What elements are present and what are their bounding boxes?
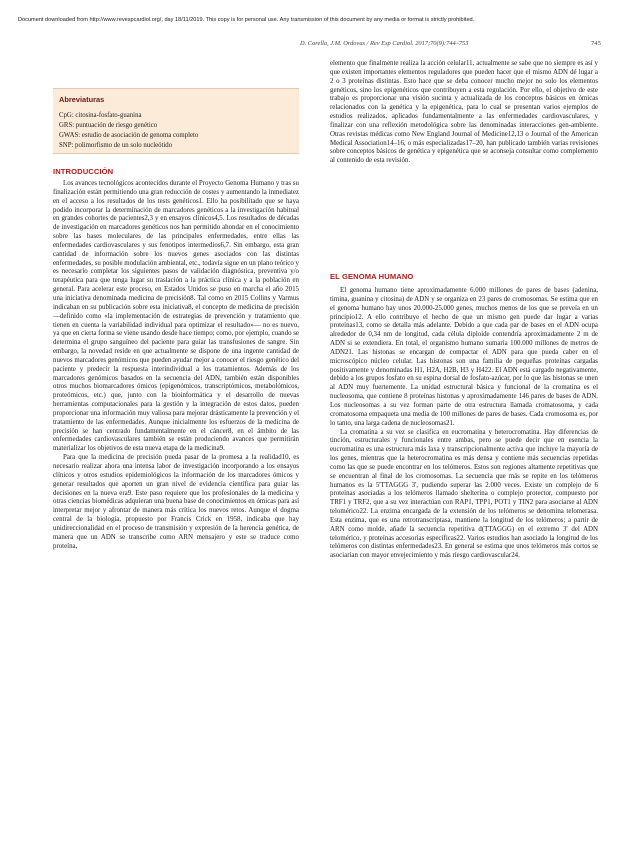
abbreviations-box — [53, 88, 299, 154]
intro-paragraph: Para que la medicina de precisión pueda pasar de la promesa a la realidad10, es necesario realizar ahora una intensa labor de investigación incorporando a los ensayos clínicos y otros estudios epidemiológicos la información de los marcadores ómicos y generar resultados que aporten un gran nivel de evidencia científica para guiar las decisiones en la nueva era9. Este paso requiere que los profesionales de la medicina y otras ciencias biomédicas adquieran una buena base de conocimientos en ómicas para así interpretar mejor y afrontar de manera más crítica los nuevos retos. Aunque el dogma central de la biología, propuesto por Francis Crick en 1958, indicaba que hay unidireccionalidad en el proceso de transmisión y expresión de la herencia genética, de manera que un ADN se transcribe como ARN mensajero y este se traduce como proteína, — [53, 454, 299, 550]
intro-paragraph: Los avances tecnológicos acontecidos durante el Proyecto Genoma Humano y tras su finalización están permitiendo una gran reducción de costes y aumentando la inmediatez en el acceso a los resultados de los tests genéticos1. Ello ha posibilitado que se haya podido incorporar la determinación de marcadores genéticos a la investigación habitual en grandes cohortes de pacientes2,3 y en ensayos clínicos4,5. Los resultados de décadas de investigación en marcadores genéticos nos han permitido ahondar en el conocimiento sobre las bases moleculares de las principales enfermedades, entre ellas las enfermedades cardiovasculares y sus fenotipos intermedios6,7. Sin embargo, esta gran cantidad de información sobre los nuevos genes asociados con las distintas enfermedades, su posible modulación ambiental, etc., todavía sigue en un plano teórico y es necesario completar los siguientes pasos de validación diagnóstica, preventiva y/o terapéutica para que tenga lugar su traslación a la práctica clínica y a la población en general. Para acelerar este proceso, en Estados Unidos se puso en marcha el año 2015 una iniciativa denominada medicina de precisión8. Tal como en 2015 Collins y Varmus indicaban en su publicación sobre esta iniciativa8, el concepto de medicina de precisión —definido como «la implementación de estrategias de prevención y tratamiento que tienen en cuenta la variabilidad individual para optimizar el resultado»— no es nuevo, ya que en cierta forma se viene usando desde hace tiempo; como, por ejemplo, cuando se determina el grupo sanguíneo del paciente para guiar las transfusiones de sangre. Sin embargo, la novedad reside en que actualmente se dispone de una ingente cantidad de nuevos marcadores genómicos que pueden ayudar mejor a conocer el riesgo genético del paciente y predecir la respuesta interindividual a los tratamientos. Además de los marcadores genómicos basados en la secuencia del ADN, también están disponibles otros muchos biomarcadores ómicos (epigenómicos, transcriptómicos, metabolómicos, proteómicos, etc.) que, junto con la bioinformática y el desarrollo de nuevas herramientas computacionales para la gestión y la integración de estos datos, pueden proporcionar una información muy valiosa para mejorar drásticamente la prevención y el tratamiento de las enfermedades. Aunque inicialmente los esfuerzos de la medicina de precisión se han centrado fundamentalmente en el cáncer8, en el ámbito de las enfermedades cardiovasculares también se están produciendo avances que permitirán materializar los objetivos de esta nueva etapa de la medicina9. — [53, 180, 299, 453]
intro-text — [53, 180, 299, 551]
continuation-paragraph: elemento que finalmente realiza la acción celular11, actualmente se sabe que no siempre es así y que existen importantes elementos reguladores que pueden hacer que el mismo ADN dé lugar a 2 o 3 proteínas distintas. Esto hace que se deba conocer mucho mejor no solo los elementos genéticos, sino los epigenéticos que contribuyen a esta regulación. Por ello, el objetivo de este trabajo es proporcionar una visión sucinta y actualizada de los conceptos básicos en ómicas relacionados con la genética y la epigenética, para lo cual se presentan varios ejemplos de estudios realizados, aplicados fundamentalmente a las enfermedades cardiovasculares, y finalizar con una reflexión metodológica sobre las denominadas interacciones gen-ambiente. Otras revistas médicas como New England Journal of Medicine12,13 o Journal of the American Medical Association14–16, o más especializadas17–20, han publicado también varias revisiones sobre conceptos básicos de genética y epigenética que se aconseja consultar como complemento al contenido de esta revisión. — [330, 60, 598, 165]
abbreviation-item: GWAS: estudio de asociación de genoma completo — [59, 132, 199, 140]
page-number: 745 — [591, 40, 601, 47]
genome-heading: EL GENOMA HUMANO — [330, 272, 414, 281]
running-head: D. Corella, J.M. Ordovas / Rev Esp Cardiol. 2017;70(9):744–753 — [300, 40, 469, 47]
download-notice: Document downloaded from http://www.revespcardiol.org/, day 18/11/2019. This copy is for personal use. Any transmission of this document by any media or format is strictly prohibited. — [18, 17, 475, 23]
right-column-continuation — [330, 60, 598, 166]
genome-paragraph: La cromatina a su vez se clasifica en eucromatina y heterocromatina. Hay diferencias de tinción, estructurales y funcionales entre ambas, pero se puede decir que en esencia la eucromatina es una estructura más laxa y transcripcionalmente activa que incluye la mayoría de los genes, mientras que la heterocromatina es más densa y contiene más secuencias repetidas como las que se puede encontrar en los telómeros. Estos son regiones altamente repetitivas que se encuentran al final de los cromosomas. La secuencia que más se repite en los telómeros humanos es la 5'TTAGGG 3', pudiendo superar las 2.000 veces. Existe un complejo de 6 proteínas asociadas a los telómeros llamado shelterina o complejo protector, compuesto por TRF1 y TRF2, que a su vez interactúan con RAP1, TPP1, POT1 y TIN2 para asociarse al ADN telomérico22. La enzima encargada de la extensión de los telómeros se denomina telomerasa. Esta enzima, que es una retrotranscriptasa, mantiene la longitud de los telómeros; a partir de ARN como molde, añade la secuencia repetitiva d(TTAGGG) en el extremo 3' del ADN telomérico, y proteínas accesorias específicas22. Varios estudios han asociado la longitud de los telómeros con distintas enfermedades23. En general se estima que unos telómeros más cortos se asociarían con mayor envejecimiento y más riesgo cardiovascular24. — [330, 428, 598, 560]
abbreviations-title: Abreviaturas — [59, 95, 105, 104]
intro-heading: INTRODUCCIÓN — [53, 167, 114, 176]
genome-paragraph: El genoma humano tiene aproximadamente 6.000 millones de pares de bases (adenina, timina, guanina y citosina) de ADN y se organiza en 23 pares de cromosomas. Se estima que en el genoma humano hay unos 20.000-25.000 genes, muchos menos de los que se preveía en un principio12. A ello contribuye el hecho de que un mismo gen puede dar lugar a varias proteínas13, como se detalla más adelante. Debido a que cada par de bases en el ADN ocupa alrededor de 0,34 nm de longitud, cada célula diploide contendría aproximadamente 2 m de ADN si se extendiera. En total, el organismo humano sumaría 100.000 millones de metros de ADN21. Las histonas se encargan de compactar el ADN para que pueda caber en el microscópico núcleo celular. Las histonas son una familia de pequeñas proteínas cargadas positivamente y denominadas H1, H2A, H2B, H3 y H422. El ADN está cargado negativamente, debido a los grupos fosfato en su espina dorsal de fosfato-azúcar, por lo que las histonas se unen al ADN muy fuertemente. La unidad estructural básica y funcional de la cromatina es el nucleosoma, que contiene 8 proteínas histonas y aproximadamente 146 pares de bases de ADN. Los nucleosomas a su vez forman parte de otra estructura llamada cromatosoma, y cada cromatosoma empaqueta una media de 100 millones de pares de bases. Cada cromosoma es, por lo tanto, una larga cadena de nucleosomas21. — [330, 287, 598, 427]
abbreviations-list — [59, 111, 198, 151]
abbreviation-item: CpG: citosina-fosfato-guanina — [59, 112, 142, 119]
abbreviation-item: GRS: puntuación de riesgo genético — [59, 122, 158, 130]
genome-text — [330, 287, 598, 561]
abbreviation-item: SNP: polimorfismo de un solo nucleótido — [59, 142, 173, 150]
